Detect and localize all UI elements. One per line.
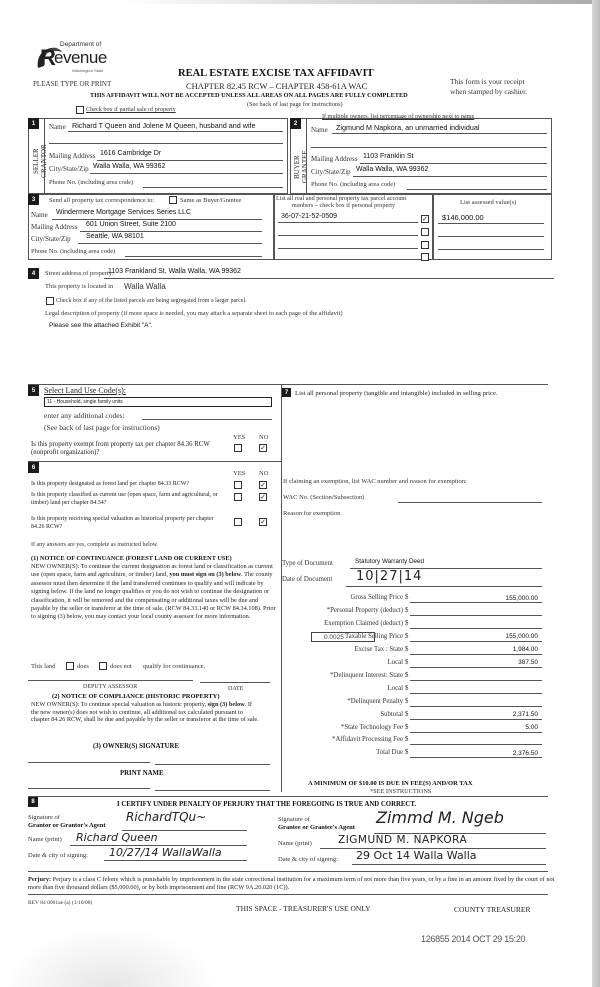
perjury-notice <box>28 876 558 893</box>
compliance-text-b: . If the new owner(s) does not wish to continue, all additional tax calculated pursuant to chapter 84.26 RCW, shall be due and payable by the seller or transferor at the time of sale. <box>31 701 259 724</box>
designation-question: Is this property classified as current use (open space, farm and agricultural, or timber) land per chapter 84.34? <box>31 492 218 507</box>
currency-symbol: $ <box>405 594 409 601</box>
compliance-bold: sign (3) below <box>207 701 245 708</box>
grantor-label: GRANTOR <box>40 144 48 178</box>
grantee-name-label: Name (print) <box>278 840 312 847</box>
personal-property-checkbox[interactable] <box>421 241 429 249</box>
section-number-4: 4 <box>28 268 39 279</box>
segregated-checkbox[interactable] <box>46 297 54 305</box>
located-in-field[interactable]: Walla Walla <box>124 282 166 291</box>
continuance-bold: you must sign on (3) below <box>169 571 242 579</box>
assessor-date-line[interactable] <box>200 682 270 683</box>
parcel-number-field[interactable]: 36-07-21-52-0509 <box>281 213 338 220</box>
correspondence-heading: Send all property tax correspondence to: <box>49 197 155 204</box>
parcel-line <box>278 248 418 249</box>
compliance-heading: (2) NOTICE OF COMPLIANCE (HISTORIC PROPERTY) <box>52 693 220 700</box>
street-address-label: Street address of property: <box>45 270 114 277</box>
grantor-name-field[interactable]: Richard Queen <box>76 831 158 844</box>
currency-symbol: $ <box>405 606 409 614</box>
exemption-note: If claiming an exemption, list WAC number and reason for exemption: <box>283 478 467 485</box>
logo-initial: R <box>40 45 56 70</box>
assessed-line <box>438 249 544 250</box>
buyer-city-field[interactable]: Walla Walla, WA 99362 <box>356 166 429 173</box>
corr-name-label: Name <box>31 211 48 219</box>
corr-mailing-line <box>80 231 262 232</box>
seller-name-line <box>68 131 283 132</box>
this-land-label: This land <box>31 663 56 670</box>
assessed-value-field[interactable]: $146,000.00 <box>442 213 484 222</box>
buyer-name-line <box>332 133 547 134</box>
currency-symbol: $ <box>405 736 409 744</box>
partial-sale-label: Check box if partial sale of property <box>86 106 176 113</box>
reason-label: Reason for exemption <box>283 510 341 517</box>
tax-row-label: Total Due <box>376 749 403 757</box>
currency-symbol: $ <box>405 658 409 666</box>
wac-label: WAC No. (Section/Subsection) <box>283 494 365 501</box>
compliance-text <box>31 701 261 724</box>
print-name-line-1[interactable] <box>28 788 150 789</box>
designation-no-checkbox[interactable]: ✓ <box>260 481 266 489</box>
seller-city-line <box>90 173 283 174</box>
additional-codes-label: enter any additional codes: <box>44 411 125 420</box>
perjury-bottom-line <box>28 894 548 895</box>
form-warning: THIS AFFIDAVIT WILL NOT BE ACCEPTED UNLESS ALL AREAS ON ALL PAGES ARE FULLY COMPLETED <box>90 92 408 99</box>
doc-date-field[interactable]: 10|27|14 <box>356 569 423 584</box>
exempt-yes-header: YES <box>233 434 246 441</box>
parcel-line <box>278 222 418 223</box>
section-number-3: 3 <box>28 194 39 205</box>
designation-no-checkbox[interactable]: ✓ <box>260 493 266 501</box>
doc-date-label: Date of Document <box>282 576 333 583</box>
assessed-line <box>438 223 544 224</box>
grantee-date-line <box>352 864 546 865</box>
grantor-sig-label-1: Signature of <box>28 814 60 821</box>
buyer-phone-line <box>407 189 547 190</box>
land-use-instructions: (See back of last page for instructions) <box>44 423 160 432</box>
tax-row-value[interactable]: 387.50 <box>518 659 538 667</box>
tax-row-value[interactable]: 155,000.00 <box>505 594 538 602</box>
parcels-header-2: numbers – check box if personal property <box>292 202 396 209</box>
same-as-buyer-label: Same as Buyer/Grantee <box>180 197 242 204</box>
continuance-text-a: NEW OWNER(S): To continue the current designation as forest land or classification as current use (open space, farm and agriculture, or timber) land, <box>31 563 273 579</box>
currency-symbol: $ <box>405 697 409 705</box>
parcels-header-1: List all real and personal property tax parcel account <box>276 195 407 202</box>
parcel-line <box>278 235 418 236</box>
grantor-date-city-field[interactable]: 10/27/14 WallaWalla <box>109 846 222 859</box>
buyer-name-field[interactable]: Zigmund M Napkora, an unmarried individual <box>336 123 480 132</box>
tax-row-line <box>410 602 542 603</box>
grantee-date-city-field[interactable]: 29 Oct 14 Walla Walla <box>356 849 477 862</box>
qualify-label: qualify for continuance. <box>143 663 206 670</box>
tax-row-value[interactable]: 1,984.00 <box>512 646 538 654</box>
corr-phone-label: Phone No. (including area code) <box>31 248 116 255</box>
seller-side-label <box>32 140 48 182</box>
treasurer-stamp: 126855 2014 OCT 29 15:20 <box>421 934 526 944</box>
wac-field[interactable] <box>398 502 542 503</box>
buyer-city-label: City/State/Zip <box>311 168 351 176</box>
tax-row-label: *Delinquent Penalty <box>347 697 403 705</box>
corr-city-line <box>78 243 262 244</box>
tax-row-line <box>410 628 542 629</box>
seller-name-field[interactable]: Richard T Queen and Jolene M Queen, husband and wife <box>72 121 256 130</box>
owner-signature-heading: (3) OWNER(S) SIGNATURE <box>93 743 179 750</box>
tax-row-label: *Affidavit Processing Fee <box>332 736 403 744</box>
located-in-label: This property is located in <box>45 283 114 290</box>
section6-top-line <box>28 461 281 462</box>
does-not-checkbox[interactable] <box>99 662 107 670</box>
does-label: does <box>77 663 89 670</box>
exempt-no-checkbox[interactable]: ✓ <box>260 444 266 452</box>
scan-edge-right <box>592 0 600 987</box>
grantee-sig-label-1: Signature of <box>278 816 310 823</box>
grantor-signature-field[interactable]: RichardTQu~ <box>126 810 207 824</box>
assessed-line <box>438 259 544 260</box>
personal-property-checkbox[interactable]: ✓ <box>422 215 428 223</box>
parcel-line <box>278 259 418 260</box>
section-number-1: 1 <box>28 118 39 129</box>
designation-yes-header: YES <box>233 470 246 477</box>
tax-row-line <box>410 680 542 681</box>
section-number-2: 2 <box>290 118 301 129</box>
seller-mailing-field[interactable]: 1616 Cambridge Dr <box>100 150 162 157</box>
treasurer-use-label: THIS SPACE - TREASURER'S USE ONLY <box>236 904 371 913</box>
land-use-selected: 11 - Household, single family units <box>47 399 123 405</box>
grantor-date-label: Date & city of signing: <box>28 852 88 859</box>
personal-property-checkbox[interactable] <box>421 253 429 261</box>
corr-city-field[interactable]: Seattle, WA 98101 <box>86 233 144 240</box>
tax-row-label: Excise Tax : State <box>354 645 403 653</box>
continuance-text-b: . The county assessor must then determine if the land transferred continues to qualify and will indicate by signing below. If the land no longer qualifies or you do not wish to continue the designation or classification, it will be removed and the compensating or additional taxes will be due and payable by the seller or transferor at the time of sale. (RCW 84.33.140 or RCW 84.34.108). Prior to signing (3) below, you may contact your local county assessor for more information. <box>31 571 276 621</box>
scan-edge-top <box>120 0 600 4</box>
print-name-line-2[interactable] <box>155 790 270 791</box>
does-checkbox[interactable] <box>66 662 74 670</box>
same-as-buyer-checkbox[interactable] <box>169 196 177 204</box>
currency-symbol: $ <box>405 632 409 640</box>
buyer-label: BUYER <box>293 155 301 179</box>
legal-description-label: Legal description of property (if more space is needed, you may attach a separate sheet to each page of the affidavit) <box>45 310 343 317</box>
designation-question: Is this property receiving special valuation as historical property per chapter 84.26 RCW? <box>31 516 214 531</box>
if-yes-note: If any answers are yes, complete as instructed below. <box>31 542 159 548</box>
section8-top-line <box>28 796 548 797</box>
section-number-5: 5 <box>28 385 39 396</box>
corr-mailing-field[interactable]: 601 Union Street, Suite 2100 <box>86 221 176 228</box>
tax-row-line <box>410 706 542 707</box>
additional-codes-field[interactable] <box>142 419 272 420</box>
tax-row-label: Local <box>387 684 403 692</box>
seller-side-divider <box>44 118 45 194</box>
compliance-text-a: NEW OWNER(S): To continue special valuation as historic property, <box>31 701 207 708</box>
grantor-sig-label-2: Grantor or Grantor's Agent <box>28 822 106 829</box>
section-number-8: 8 <box>28 797 38 807</box>
tax-row-value[interactable]: 155,000.00 <box>505 633 538 641</box>
logo-line2: evenue <box>54 48 107 67</box>
corr-mailing-label: Mailing Address <box>31 223 78 231</box>
form-code: REV 84 0001ae (a) (1/10/08) <box>28 900 93 906</box>
currency-symbol: $ <box>405 749 409 757</box>
tax-row-line <box>410 615 542 616</box>
form-title: REAL ESTATE EXCISE TAX AFFIDAVIT <box>178 68 374 79</box>
land-use-heading: Select Land Use Code(s): <box>44 386 126 395</box>
seller-city-label: City/State/Zip <box>49 165 89 173</box>
tax-row-value[interactable]: 5.00 <box>525 724 538 731</box>
currency-symbol: $ <box>405 645 409 653</box>
corr-city-label: City/State/Zip <box>31 235 71 243</box>
section-number-6: 6 <box>28 462 39 473</box>
tax-row-value[interactable]: 2,371.50 <box>512 711 538 719</box>
currency-symbol: $ <box>405 710 409 718</box>
seller-phone-label: Phone No. (including area code) <box>49 179 134 186</box>
seller-label: SELLER <box>32 148 40 174</box>
currency-symbol: $ <box>405 684 409 692</box>
tax-row-line <box>410 667 542 668</box>
doc-date-line <box>346 586 542 587</box>
tax-row-line <box>410 654 542 655</box>
tax-row-line <box>410 719 542 720</box>
personal-property-checkbox[interactable] <box>421 228 429 236</box>
exempt-question: Is this property exempt from property tax per chapter 84.36 RCW (nonprofit organization)? <box>31 441 210 457</box>
deputy-assessor-label: DEPUTY ASSESSOR <box>83 684 138 690</box>
buyer-name-line2 <box>311 147 547 148</box>
does-not-label: does not <box>110 663 132 670</box>
tax-row-line <box>410 744 542 745</box>
buyer-name-label: Name <box>311 126 328 134</box>
form-chapters: CHAPTER 82.45 RCW – CHAPTER 458-61A WAC <box>186 81 368 91</box>
designation-question: Is this property designated as forest land per chapter 84.33 RCW? <box>31 481 190 487</box>
seller-mailing-label: Mailing Address <box>49 152 96 160</box>
tax-row-line <box>410 757 542 758</box>
seller-mailing-line <box>97 160 283 161</box>
tax-row-line <box>410 732 542 733</box>
street-address-field[interactable]: 1103 Frankland St, Walla Walla, WA 99362 <box>108 268 241 275</box>
section5-top-line <box>28 384 548 385</box>
tax-row-label: Gross Selling Price <box>350 594 403 601</box>
logo-line3: Washington State <box>72 68 104 73</box>
seller-city-field[interactable]: Walla Walla, WA 99362 <box>93 163 166 170</box>
grantee-label: GRANTEE <box>301 150 309 184</box>
exempt-yes-checkbox[interactable] <box>234 444 242 452</box>
local-rate-value: 0.0025 <box>324 634 344 641</box>
segregated-label: Check box if any of the listed parcels are being segregated from a larger parcel. <box>56 298 247 304</box>
street-address-line <box>104 278 554 279</box>
tax-row-label: *State Technology Fee <box>340 723 403 731</box>
partial-sale-checkbox[interactable] <box>76 106 84 114</box>
see-instructions: *SEE INSTRUCTIONS <box>370 788 432 795</box>
doc-type-label: Type of Document <box>282 560 333 567</box>
land-use-select[interactable] <box>44 397 272 407</box>
buyer-mailing-label: Mailing Address <box>311 155 358 163</box>
tax-row-label: Exemption Claimed (deduct) <box>324 619 403 627</box>
buyer-phone-label: Phone No. (including area code) <box>311 181 396 188</box>
certification-heading: I CERTIFY UNDER PENALTY OF PERJURY THAT THE FOREGOING IS TRUE AND CORRECT. <box>117 801 417 808</box>
tax-row-value[interactable]: 2,376.50 <box>512 749 538 757</box>
department-logo <box>34 40 124 80</box>
receipt-note-1: This form is your receipt <box>450 77 525 86</box>
perjury-bold: Perjury: <box>28 876 52 883</box>
scan-smudge <box>0 927 220 987</box>
grantee-sig-label-2: Grantee or Grantee's Agent <box>278 824 355 831</box>
grantee-signature-field[interactable]: Zimmd M. Ngeb <box>376 808 504 827</box>
corr-name-field[interactable]: Windermere Mortgage Services Series LLC <box>56 209 191 216</box>
doc-type-field[interactable]: Statutory Warranty Deed <box>355 558 425 565</box>
grantee-date-label: Date & city of signing: <box>278 856 338 863</box>
seller-phone-line <box>143 187 283 188</box>
assessed-line <box>438 236 544 237</box>
designation-yes-checkbox[interactable] <box>234 518 242 526</box>
county-treasurer-label: COUNTY TREASURER <box>454 905 531 914</box>
designation-yes-checkbox[interactable] <box>234 493 242 501</box>
owner-signature-line-2[interactable] <box>155 764 270 765</box>
legal-description-field[interactable]: Please see the attached Exhibit "A". <box>49 322 153 329</box>
tax-row-label: Local <box>387 658 403 666</box>
corr-phone-line <box>125 256 262 257</box>
continuance-text <box>31 563 276 622</box>
tax-row-line <box>410 693 542 694</box>
designation-no-checkbox[interactable]: ✓ <box>260 518 266 526</box>
seller-name-line2 <box>49 143 283 144</box>
center-divider <box>281 384 282 792</box>
grantor-date-line <box>104 860 247 861</box>
minimum-note: A MINIMUM OF $10.00 IS DUE IN FEE(S) AND/OR TAX <box>308 780 473 787</box>
seller-name-label: Name <box>49 123 66 131</box>
receipt-note-2: when stamped by cashier. <box>450 87 528 96</box>
perjury-top-line <box>28 871 548 872</box>
assessor-date-label: DATE <box>228 686 244 692</box>
personal-property-heading: List all personal property (tangible and intangible) included in selling price. <box>295 390 498 397</box>
tax-row-label: *Delinquent Interest: State <box>330 671 403 679</box>
deputy-assessor-line[interactable] <box>28 680 193 681</box>
buyer-city-line <box>353 176 547 177</box>
continuance-heading: (1) NOTICE OF CONTINUANCE (FOREST LAND OR CURRENT USE) <box>31 555 232 562</box>
grantee-name-field[interactable]: ZIGMUND M. NAPKORA <box>338 834 468 846</box>
designation-yes-checkbox[interactable] <box>234 481 242 489</box>
perjury-text: Perjury is a class C felony which is punishable by imprisonment in the state correctional institution for a maximum term of not more than five years, or by a fine in an amount fixed by the court of not more than five thousand dollars ($5,000.00), or by both imprisonment and fine (RCW 9A.20.020 (1C)). <box>28 876 555 892</box>
currency-symbol: $ <box>405 671 409 679</box>
tax-row-label: Subtotal <box>380 710 403 718</box>
exempt-no-header: NO <box>259 434 269 441</box>
logo-line1: Department of <box>60 41 102 48</box>
grantor-name-label: Name (print) <box>28 836 62 843</box>
local-rate-field[interactable] <box>311 632 375 642</box>
tax-row-line <box>410 641 542 642</box>
section-number-7: 7 <box>282 388 291 397</box>
multiple-owners-note: If multiple owners, list percentage of ownership next to name <box>322 113 475 120</box>
buyer-mailing-line <box>360 163 547 164</box>
buyer-side-divider <box>306 118 307 194</box>
print-name-label: PRINT NAME <box>120 770 164 777</box>
corr-name-line <box>52 219 262 220</box>
assessed-header: List assessed value(s) <box>460 199 517 206</box>
designation-no-header: NO <box>259 470 269 477</box>
buyer-mailing-field[interactable]: 1103 Franklin St <box>363 153 414 160</box>
currency-symbol: $ <box>405 619 409 627</box>
please-type-note: PLEASE TYPE OR PRINT <box>33 80 112 88</box>
tax-row-label: *Personal Property (deduct) <box>326 606 403 614</box>
tax-row-label: Taxable Selling Price <box>344 632 403 640</box>
currency-symbol: $ <box>405 723 409 731</box>
owner-signature-line-1[interactable] <box>28 762 150 763</box>
instructions-note: (See back of last page for instructions) <box>247 101 343 108</box>
